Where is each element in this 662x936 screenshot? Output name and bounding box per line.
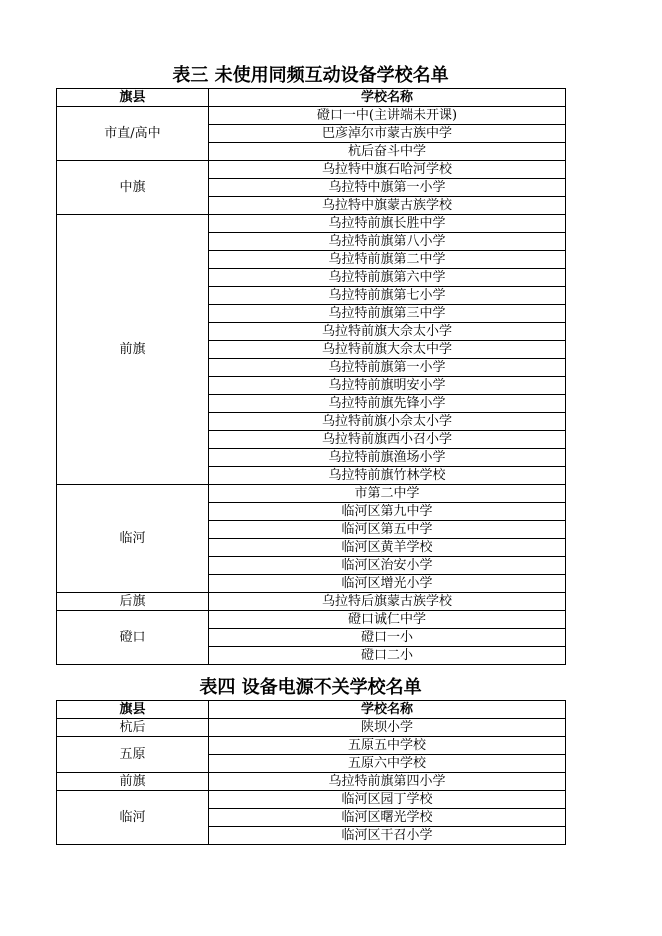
school-name-cell: 乌拉特前旗渔场小学: [209, 449, 566, 467]
county-cell: 磴口: [57, 611, 209, 665]
table-row: [57, 773, 566, 791]
school-name-cell: 乌拉特前旗小佘太小学: [209, 413, 566, 431]
county-cell: 市直/高中: [57, 107, 209, 161]
county-cell: 临河: [57, 791, 209, 845]
school-name-cell: 乌拉特前旗第三中学: [209, 305, 566, 323]
school-name-cell: 乌拉特前旗第六中学: [209, 269, 566, 287]
header-county: 旗县: [57, 89, 209, 107]
school-name-cell: 乌拉特前旗长胜中学: [209, 215, 566, 233]
school-name-cell: 市第二中学: [209, 485, 566, 503]
county-cell: 中旗: [57, 161, 209, 215]
table4-body: [57, 719, 566, 845]
school-name-cell: 乌拉特前旗大佘太小学: [209, 323, 566, 341]
table-row: [57, 485, 566, 503]
school-name-cell: 陕坝小学: [209, 719, 566, 737]
school-name-cell: 临河区曙光学校: [209, 809, 566, 827]
school-name-cell: 临河区干召小学: [209, 827, 566, 845]
school-name-cell: 乌拉特前旗先锋小学: [209, 395, 566, 413]
school-name-cell: 乌拉特前旗第八小学: [209, 233, 566, 251]
table-row: [57, 791, 566, 809]
school-name-cell: 临河区园丁学校: [209, 791, 566, 809]
table-row: [57, 107, 566, 125]
school-name-cell: 磴口诚仁中学: [209, 611, 566, 629]
county-cell: 五原: [57, 737, 209, 773]
table-row: [57, 593, 566, 611]
school-name-cell: 乌拉特中旗第一小学: [209, 179, 566, 197]
school-name-cell: 乌拉特中旗蒙古族学校: [209, 197, 566, 215]
table3-body: [57, 107, 566, 665]
school-name-cell: 临河区增光小学: [209, 575, 566, 593]
school-name-cell: 五原六中学校: [209, 755, 566, 773]
school-name-cell: 临河区第九中学: [209, 503, 566, 521]
table4: [56, 700, 566, 845]
school-name-cell: 磴口一小: [209, 629, 566, 647]
school-name-cell: 乌拉特前旗西小召小学: [209, 431, 566, 449]
school-name-cell: 乌拉特后旗蒙古族学校: [209, 593, 566, 611]
county-cell: 临河: [57, 485, 209, 593]
school-name-cell: 巴彦淖尔市蒙古族中学: [209, 125, 566, 143]
county-cell: 前旗: [57, 215, 209, 485]
table3-title: 表三 未使用同频互动设备学校名单: [172, 65, 449, 86]
county-cell: 后旗: [57, 593, 209, 611]
school-name-cell: 乌拉特前旗第二中学: [209, 251, 566, 269]
table-row: [57, 719, 566, 737]
school-name-cell: 临河区治安小学: [209, 557, 566, 575]
school-name-cell: 临河区黄羊学校: [209, 539, 566, 557]
school-name-cell: 乌拉特前旗明安小学: [209, 377, 566, 395]
school-name-cell: 乌拉特前旗第四小学: [209, 773, 566, 791]
header-school: 学校名称: [209, 89, 566, 107]
table-row: [57, 215, 566, 233]
table-row: [57, 737, 566, 755]
table4-header-row: [57, 701, 566, 719]
school-name-cell: 乌拉特前旗大佘太中学: [209, 341, 566, 359]
school-name-cell: 临河区第五中学: [209, 521, 566, 539]
header-county: 旗县: [57, 701, 209, 719]
table3-header-row: [57, 89, 566, 107]
table-row: [57, 611, 566, 629]
county-cell: 杭后: [57, 719, 209, 737]
table-row: [57, 161, 566, 179]
school-name-cell: 磴口二小: [209, 647, 566, 665]
school-name-cell: 乌拉特前旗第七小学: [209, 287, 566, 305]
school-name-cell: 乌拉特前旗竹林学校: [209, 467, 566, 485]
school-name-cell: 乌拉特中旗石哈河学校: [209, 161, 566, 179]
header-school: 学校名称: [209, 701, 566, 719]
school-name-cell: 杭后奋斗中学: [209, 143, 566, 161]
county-cell: 前旗: [57, 773, 209, 791]
school-name-cell: 磴口一中(主讲端未开课): [209, 107, 566, 125]
school-name-cell: 乌拉特前旗第一小学: [209, 359, 566, 377]
table4-title: 表四 设备电源不关学校名单: [199, 677, 422, 698]
school-name-cell: 五原五中学校: [209, 737, 566, 755]
table3: [56, 88, 566, 665]
